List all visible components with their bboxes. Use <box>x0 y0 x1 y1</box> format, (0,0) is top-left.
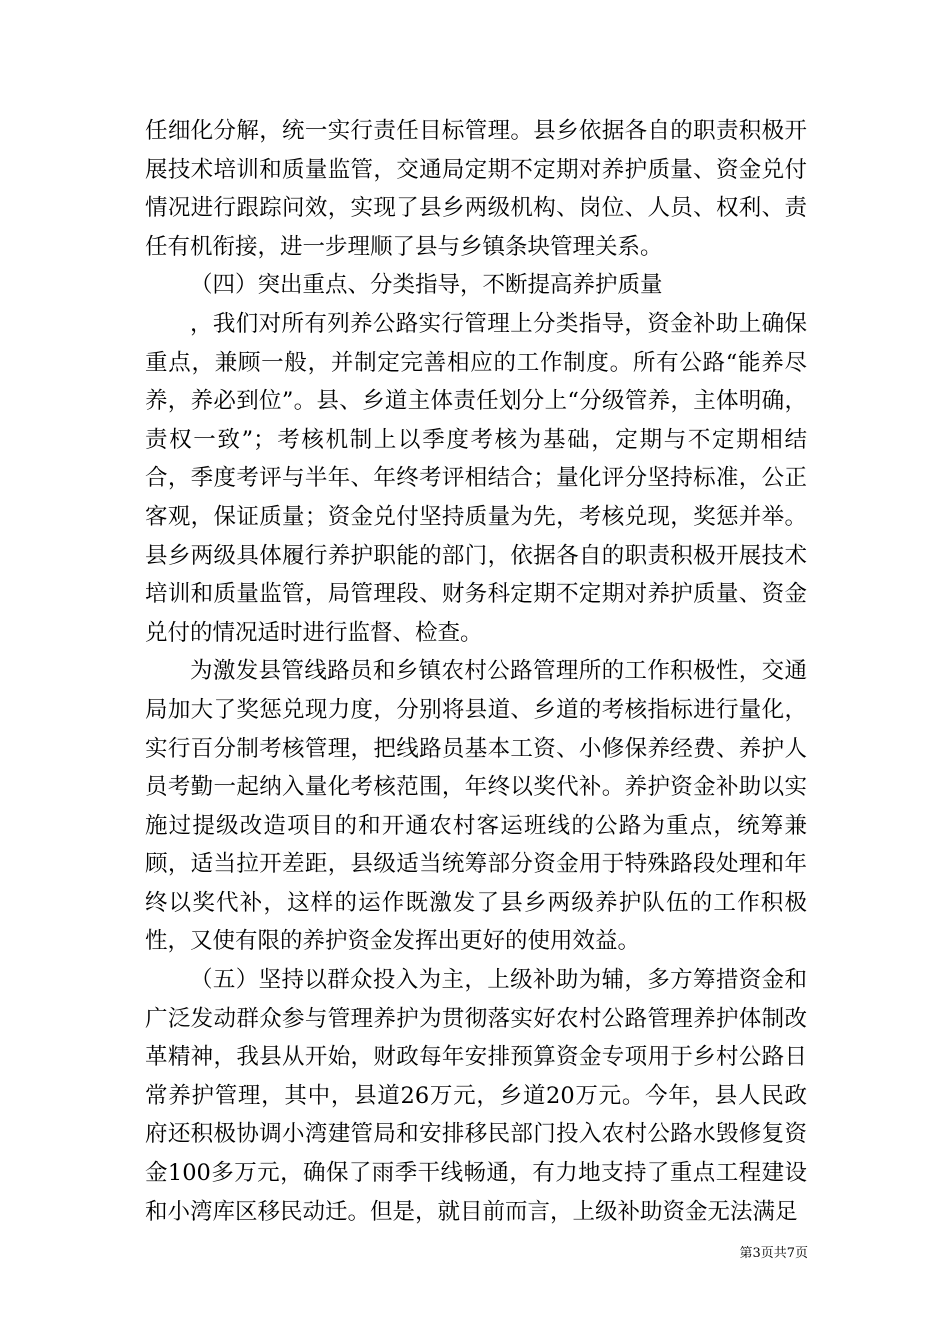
paragraph-1: 任细化分解，统一实行责任目标管理。县乡依据各自的职责积极开展技术培训和质量监管，交通局定期不定期对养护质量、资金兑付情况进行跟踪问效，实现了县乡两级机构、岗位、人员、权利、责任有机衔接，进一步理顺了县与乡镇条块管理关系。 <box>145 118 807 260</box>
page-number-footer: 第3页共7页 <box>739 1246 808 1261</box>
paragraph-3: ，我们对所有列养公路实行管理上分类指导，资金补助上确保重点，兼顾一般，并制定完善相应的工作制度。所有公路“能养尽养，养必到位”。县、乡道主体责任划分上“分级管养，主体明确，责权一致”；考核机制上以季度考核为基础，定期与不定期相结合，季度考评与半年、年终考评相结合；量化评分坚持标准，公正客观，保证质量；资金兑付坚持质量为先，考核兑现，奖惩并举。县乡两级具体履行养护职能的部门，依据各自的职责积极开展技术培训和质量监管，局管理段、财务科定期不定期对养护质量、资金兑付的情况适时进行监督、检查。 <box>145 310 807 646</box>
document-body <box>145 112 807 1231</box>
paragraph-5: （五）坚持以群众投入为主，上级补助为辅，多方筹措资金和广泛发动群众参与管理养护为贯彻落实好农村公路管理养护体制改革精神，我县从开始，财政每年安排预算资金专项用于乡村公路日常养护管理，其中，县道26万元，乡道20万元。今年，县人民政府还积极协调小湾建管局和安排移民部门投入农村公路水毁修复资金100多万元，确保了雨季干线畅通，有力地支持了重点工程建设和小湾库区移民动迁。但是，就目前而言，上级补助资金无法满足 <box>145 967 807 1225</box>
paragraph-4: 为激发县管线路员和乡镇农村公路管理所的工作积极性，交通局加大了奖惩兑现力度，分别将县道、乡道的考核指标进行量化，实行百分制考核管理，把线路员基本工资、小修保养经费、养护人员考勤一起纳入量化考核范围，年终以奖代补。养护资金补助以实施过提级改造项目的和开通农村客运班线的公路为重点，统筹兼顾，适当拉开差距，县级适当统筹部分资金用于特殊路段处理和年终以奖代补，这样的运作既激发了县乡两级养护队伍的工作积极性，又使有限的养护资金发挥出更好的使用效益。 <box>145 658 807 955</box>
section-heading-4: （四）突出重点、分类指导，不断提高养护质量 <box>190 272 663 299</box>
